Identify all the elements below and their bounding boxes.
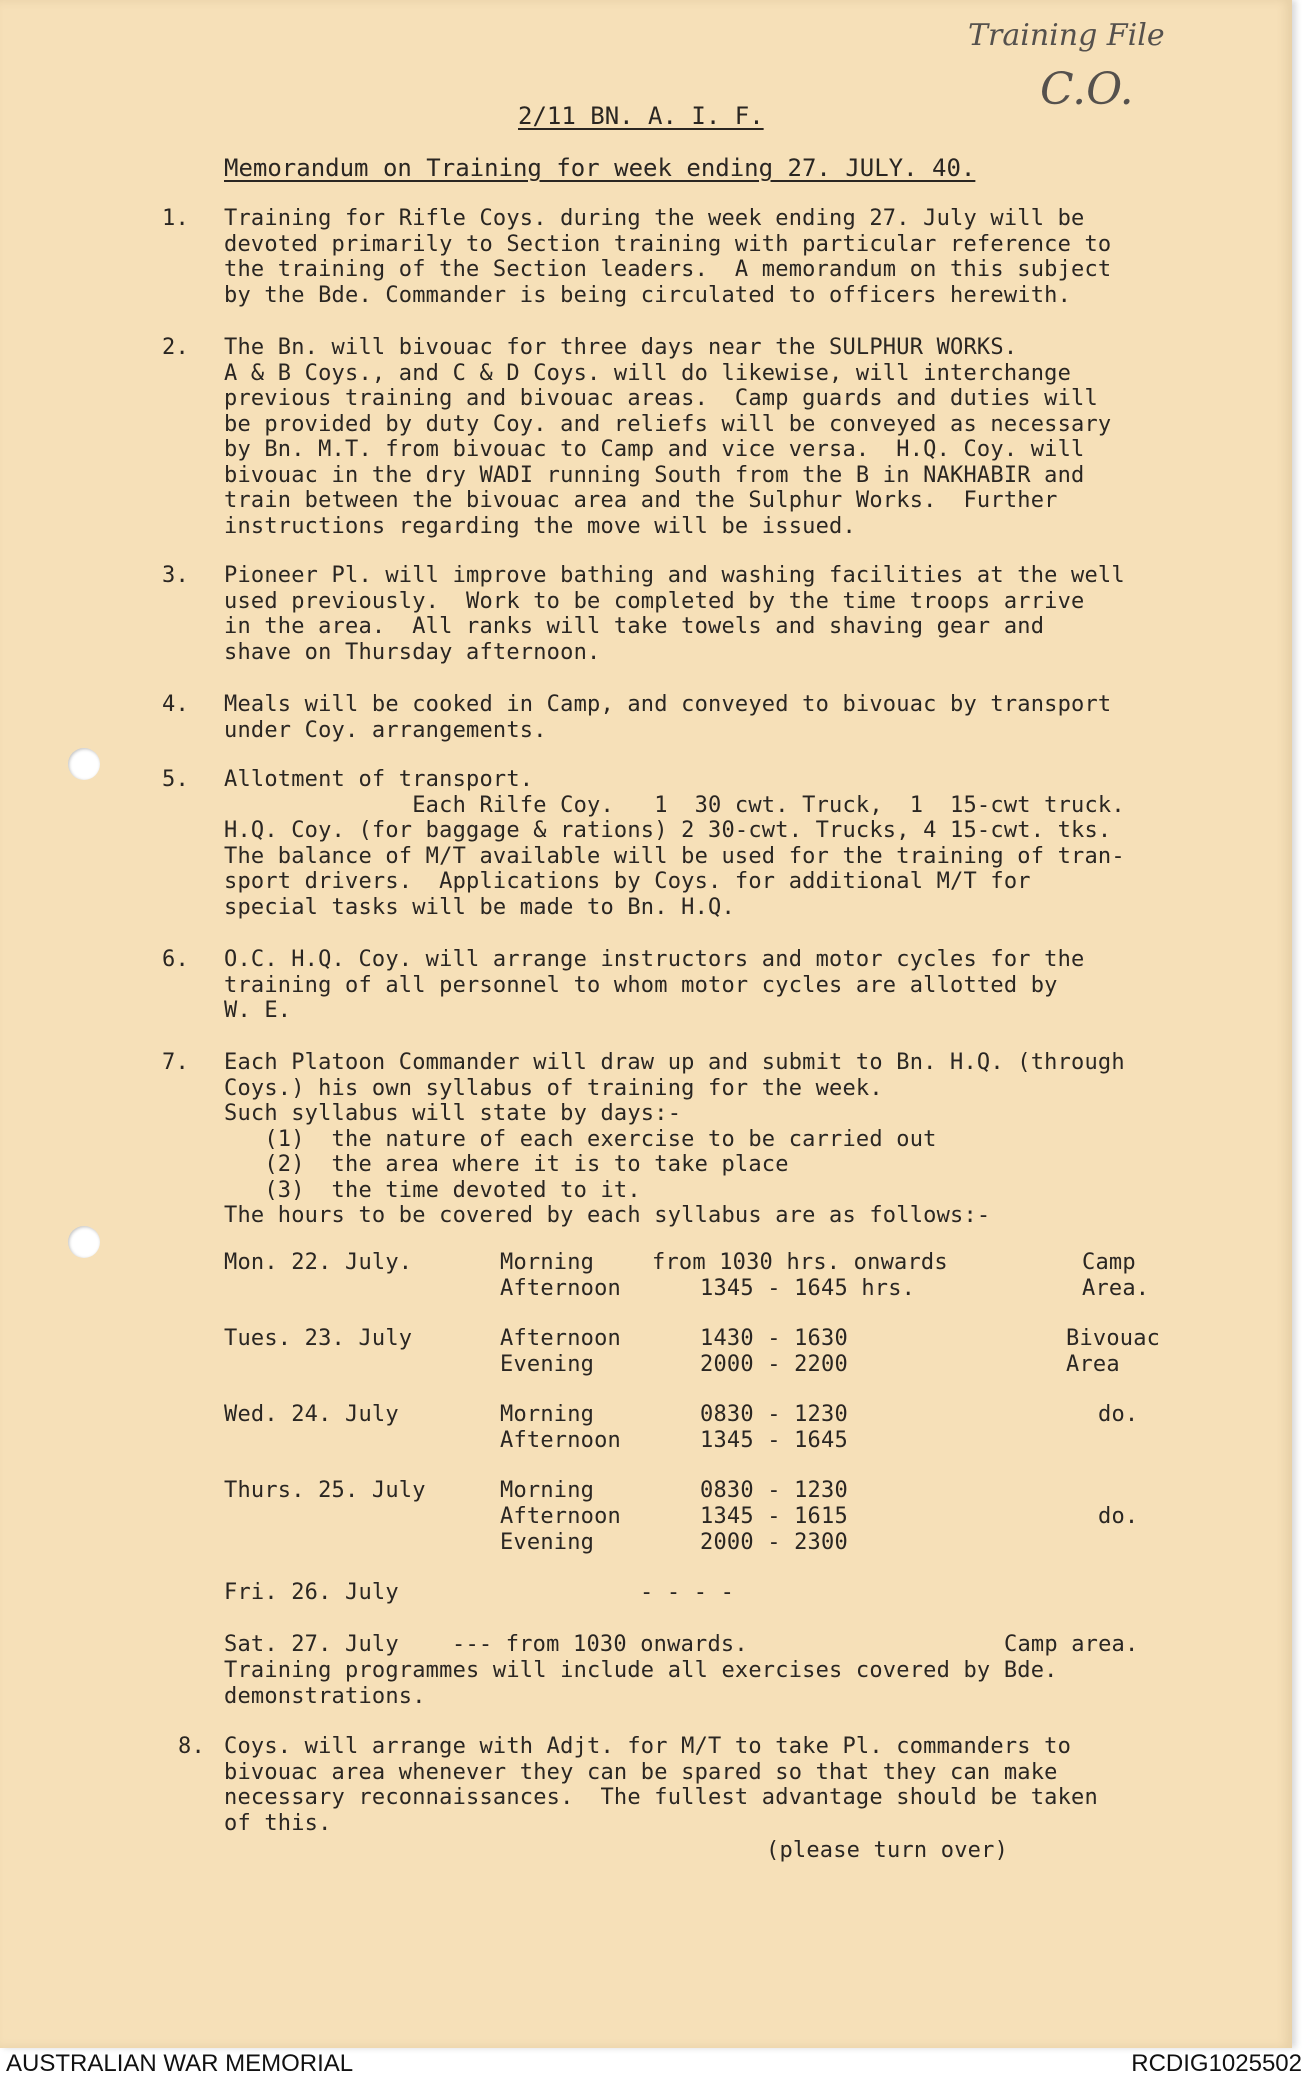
paragraph-5-text: Allotment of transport. Each Rilfe Coy. 1 30 cwt. Truck, 1 15-cwt truck. H.Q. Coy. (for baggage & rations) 2 30-cwt. Trucks, 4 15-cwt. tks. The balance of M/T available will be used for the training of tran- sport drivers. Applications by Coys. for additional M/T for special tasks will be made to Bn. H.Q. (224, 767, 1125, 920)
footer-institution: AUSTRALIAN WAR MEMORIAL (6, 2050, 354, 2077)
schedule-period: Afternoon (500, 1428, 622, 1453)
schedule-day: Mon. 22. July. (224, 1250, 413, 1275)
schedule-period: Afternoon (500, 1504, 622, 1529)
programme-note: Training programmes will include all exercises covered by Bde. demonstrations. (224, 1658, 1058, 1709)
paragraph-4-text: Meals will be cooked in Camp, and conveyed to bivouac by transport under Coy. arrangements. (224, 692, 1112, 743)
schedule-day: Thurs. 25. July (224, 1478, 426, 1503)
schedule-place: Camp area. (1004, 1632, 1139, 1657)
schedule-period: Morning (500, 1402, 595, 1427)
schedule-period: Morning (500, 1478, 595, 1503)
footer-record-id: RCDIG1025502 (1131, 2050, 1302, 2077)
schedule-time: 1430 - 1630 (700, 1326, 848, 1351)
paragraph-7-text: Each Platoon Commander will draw up and submit to Bn. H.Q. (through Coys.) his own syllabus of training for the week. Such syllabus will state by days:- (1) the nature of each exercise to be carried out (2) the area where it is to take place (3) the time devoted to it. The hours to be covered by each syllabus are as follows:- (224, 1050, 1125, 1228)
schedule-place: Bivouac Area (1066, 1326, 1161, 1377)
schedule-time: 1345 - 1645 hrs. (700, 1276, 916, 1301)
paragraph-number: 2. (162, 335, 189, 360)
schedule-period: Evening (500, 1352, 595, 1377)
schedule-period: Afternoon (500, 1276, 622, 1301)
handwritten-note-training-file: Training File (968, 18, 1165, 53)
paragraph-number: 7. (162, 1050, 189, 1075)
schedule-time: 2000 - 2200 (700, 1352, 848, 1377)
paragraph-6-text: O.C. H.Q. Coy. will arrange instructors and motor cycles for the training of all personnel to whom motor cycles are allotted by W. E. (224, 947, 1085, 1023)
handwritten-note-co: C.O. (1040, 64, 1134, 115)
schedule-time: 0830 - 1230 (700, 1478, 848, 1503)
schedule-time: 1345 - 1615 (700, 1504, 848, 1529)
schedule-place: do. (1098, 1402, 1139, 1427)
paragraph-number: 1. (162, 206, 189, 231)
paragraph-8-text: Coys. will arrange with Adjt. for M/T to take Pl. commanders to bivouac area whenever they can be spared so that they can make necessary reconnaissances. The fullest advantage should be taken of this. (224, 1734, 1098, 1836)
punch-hole (68, 1226, 100, 1258)
schedule-time: 2000 - 2300 (700, 1530, 848, 1555)
schedule-time: --- from 1030 onwards. (452, 1632, 748, 1657)
paragraph-3-text: Pioneer Pl. will improve bathing and washing facilities at the well used previously. Work to be completed by the time troops arrive in the area. All ranks will take towels and shaving gear and shave on Thursday afternoon. (224, 563, 1125, 665)
punch-hole (68, 748, 100, 780)
schedule-place: Camp Area. (1082, 1250, 1150, 1301)
paragraph-number: 6. (162, 947, 189, 972)
paragraph-number: 4. (162, 692, 189, 717)
paragraph-2-text: The Bn. will bivouac for three days near the SULPHUR WORKS. A & B Coys., and C & D Coys. will do likewise, will interchange previous training and bivouac areas. Camp guards and duties will be provided by duty Coy. and reliefs will be conveyed as necessary by Bn. M.T. from bivouac to Camp and vice versa. H.Q. Coy. will bivouac in the dry WADI running South from the B in NAKHABIR and train between the bivouac area and the Sulphur Works. Further instructions regarding the move will be issued. (224, 335, 1112, 539)
schedule-day: Fri. 26. July (224, 1580, 399, 1605)
schedule-day: Sat. 27. July (224, 1632, 399, 1657)
schedule-place: do. (1098, 1504, 1139, 1529)
schedule-time: 1345 - 1645 (700, 1428, 848, 1453)
document-unit-title: 2/11 BN. A. I. F. (518, 102, 764, 130)
schedule-time: from 1030 hrs. onwards (652, 1250, 948, 1275)
paragraph-number: 3. (162, 563, 189, 588)
schedule-day: Tues. 23. July (224, 1326, 413, 1351)
schedule-period: Evening (500, 1530, 595, 1555)
schedule-time: - - - - (640, 1580, 735, 1605)
please-turn-over: (please turn over) (766, 1838, 1009, 1863)
schedule-time: 0830 - 1230 (700, 1402, 848, 1427)
schedule-period: Morning (500, 1250, 595, 1275)
schedule-period: Afternoon (500, 1326, 622, 1351)
paragraph-number: 5. (162, 767, 189, 792)
paragraph-number: 8. (178, 1734, 205, 1759)
document-subject: Memorandum on Training for week ending 27. JULY. 40. (224, 154, 976, 182)
schedule-day: Wed. 24. July (224, 1402, 399, 1427)
paragraph-1-text: Training for Rifle Coys. during the week ending 27. July will be devoted primarily to Section training with particular reference to the training of the Section leaders. A memorandum on this subject by the Bde. Commander is being circulated to officers herewith. (224, 206, 1112, 308)
